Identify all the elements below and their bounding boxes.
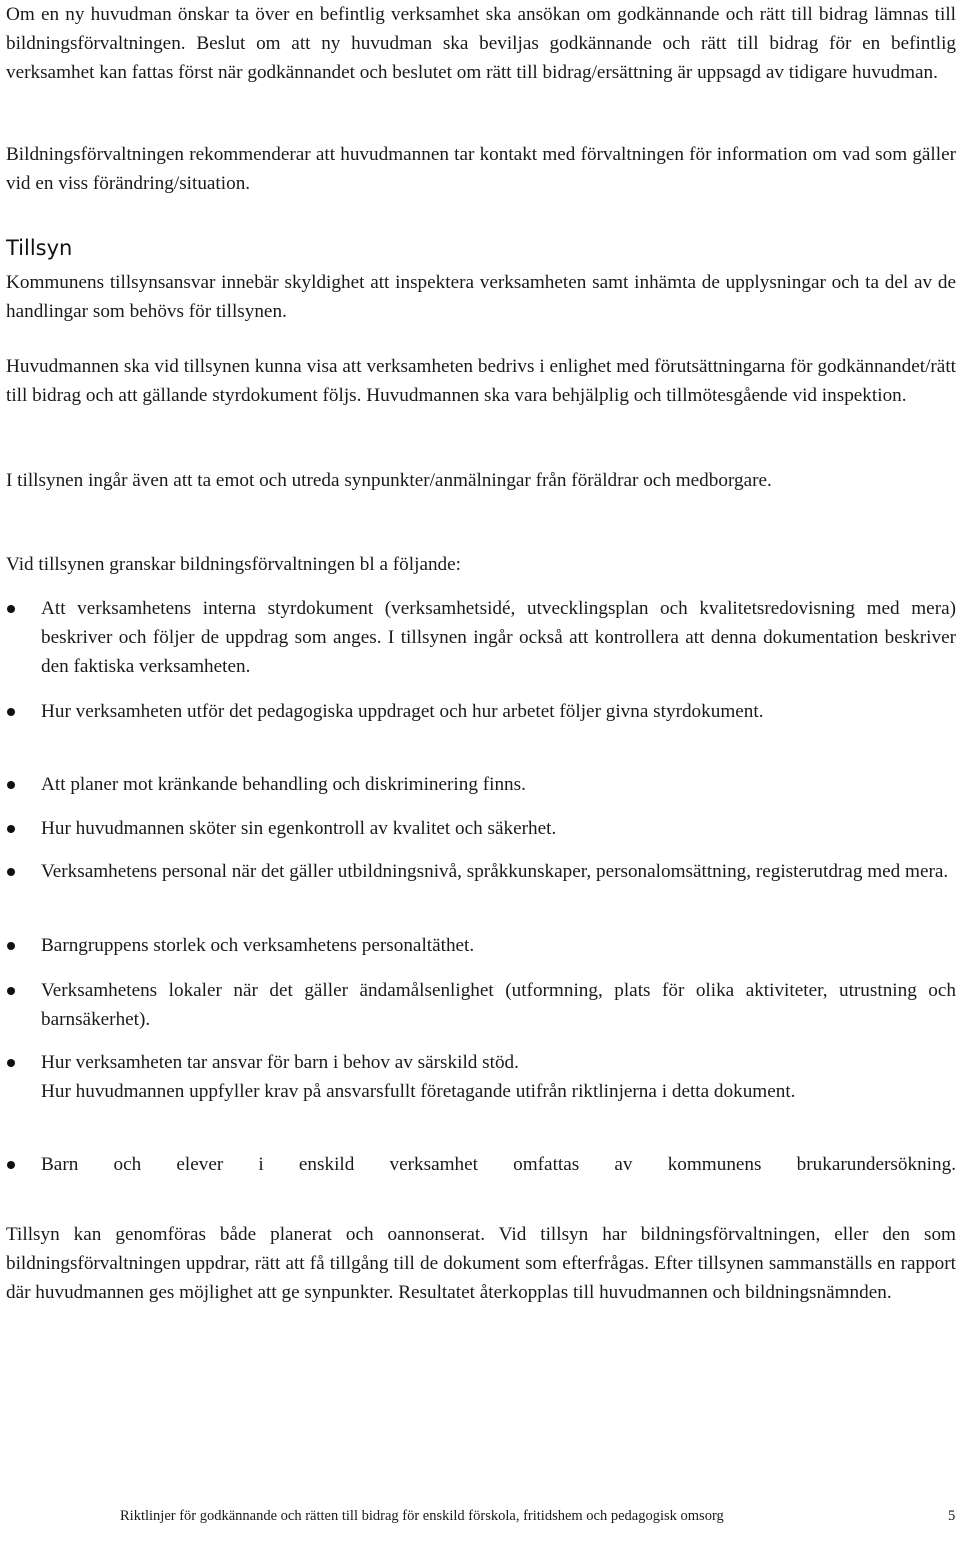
paragraph-supervision-responsibility: Kommunens tillsynsansvar innebär skyldighet att inspektera verksamheten samt inhämta de upplysningar och ta del av de handlingar som behövs för tillsynen.	[6, 272, 956, 322]
list-item-text: Verksamhetens lokaler när det gäller ändamålsenlighet (utformning, plats för olika aktiviteter, utrustning och barnsäkerhet).	[41, 980, 956, 1030]
bullet-icon	[7, 1059, 15, 1067]
paragraph-review-intro: Vid tillsynen granskar bildningsförvaltningen bl a följande:	[6, 554, 461, 575]
footer-document-title: Riktlinjer för godkännande och rätten till bidrag för enskild förskola, fritidshem och pedagogisk omsorg	[120, 1508, 724, 1524]
list-item-text: Hur huvudmannen sköter sin egenkontroll av kvalitet och säkerhet.	[41, 818, 557, 839]
bullet-icon	[7, 781, 15, 789]
page-footer	[0, 1504, 960, 1534]
list-item-text: Hur verksamheten utför det pedagogiska uppdraget och hur arbetet följer givna styrdokument.	[41, 701, 764, 722]
paragraph-complaints: I tillsynen ingår även att ta emot och utreda synpunkter/anmälningar från föräldrar och medborgare.	[6, 470, 772, 491]
paragraph-new-owner: Om en ny huvudman önskar ta över en befintlig verksamhet ska ansökan om godkännande och rätt till bidrag lämnas till bildningsförvaltningen. Beslut om att ny huvudman ska beviljas godkännande och rätt till bidrag för en befintlig verksamhet kan fattas först när godkännandet och beslutet om rätt till bidrag/ersättning är uppsagd av tidigare huvudman.	[6, 4, 956, 83]
paragraph-recommendation: Bildningsförvaltningen rekommenderar att huvudmannen tar kontakt med förvaltningen för information om vad som gäller vid en viss förändring/situation.	[6, 144, 956, 194]
list-item-text: Hur huvudmannen uppfyller krav på ansvarsfullt företagande utifrån riktlinjerna i detta dokument.	[41, 1081, 796, 1102]
paragraph-supervision-procedure: Tillsyn kan genomföras både planerat och oannonserat. Vid tillsyn har bildningsförvaltningen, eller den som bildningsförvaltningen uppdrar, rätt att få tillgång till de dokument som efterfrågas. Efter tillsynen sammanställs en rapport där huvudmannen ges möjlighet att ge synpunkter. Resultatet återkopplas till huvudmannen och bildningsnämnden.	[6, 1224, 956, 1303]
paragraph-owner-obligations: Huvudmannen ska vid tillsynen kunna visa att verksamheten bedrivs i enlighet med förutsättningarna för godkännandet/rätt till bidrag och att gällande styrdokument följs. Huvudmannen ska vara behjälplig och tillmötesgående vid inspektion.	[6, 356, 956, 406]
bullet-icon	[7, 987, 15, 995]
bullet-icon	[7, 605, 15, 613]
page-number: 5	[948, 1508, 956, 1524]
bullet-icon	[7, 868, 15, 876]
list-item-text: Barngruppens storlek och verksamhetens personaltäthet.	[41, 935, 475, 956]
list-item-text: Verksamhetens personal när det gäller utbildningsnivå, språkkunskaper, personalomsättning, registerutdrag med mera.	[41, 861, 949, 882]
list-item-text: Hur verksamheten tar ansvar för barn i behov av särskild stöd.	[41, 1052, 519, 1073]
bullet-icon	[7, 708, 15, 716]
bullet-icon	[7, 1161, 15, 1169]
list-item-text: Att verksamhetens interna styrdokument (verksamhetsidé, utvecklingsplan och kvalitetsredovisning med mera) beskriver och följer de uppdrag som anges. I tillsynen ingår också att kontrollera att denna dokumentation beskriver den faktiska verksamheten.	[41, 598, 956, 677]
list-item-text: Att planer mot kränkande behandling och diskriminering finns.	[41, 774, 526, 795]
bullet-icon	[7, 825, 15, 833]
heading-tillsyn: Tillsyn	[6, 236, 73, 260]
bullet-icon	[7, 942, 15, 950]
list-item-text: Barn och elever i enskild verksamhet omfattas av kommunens brukarundersökning.	[41, 1154, 956, 1175]
